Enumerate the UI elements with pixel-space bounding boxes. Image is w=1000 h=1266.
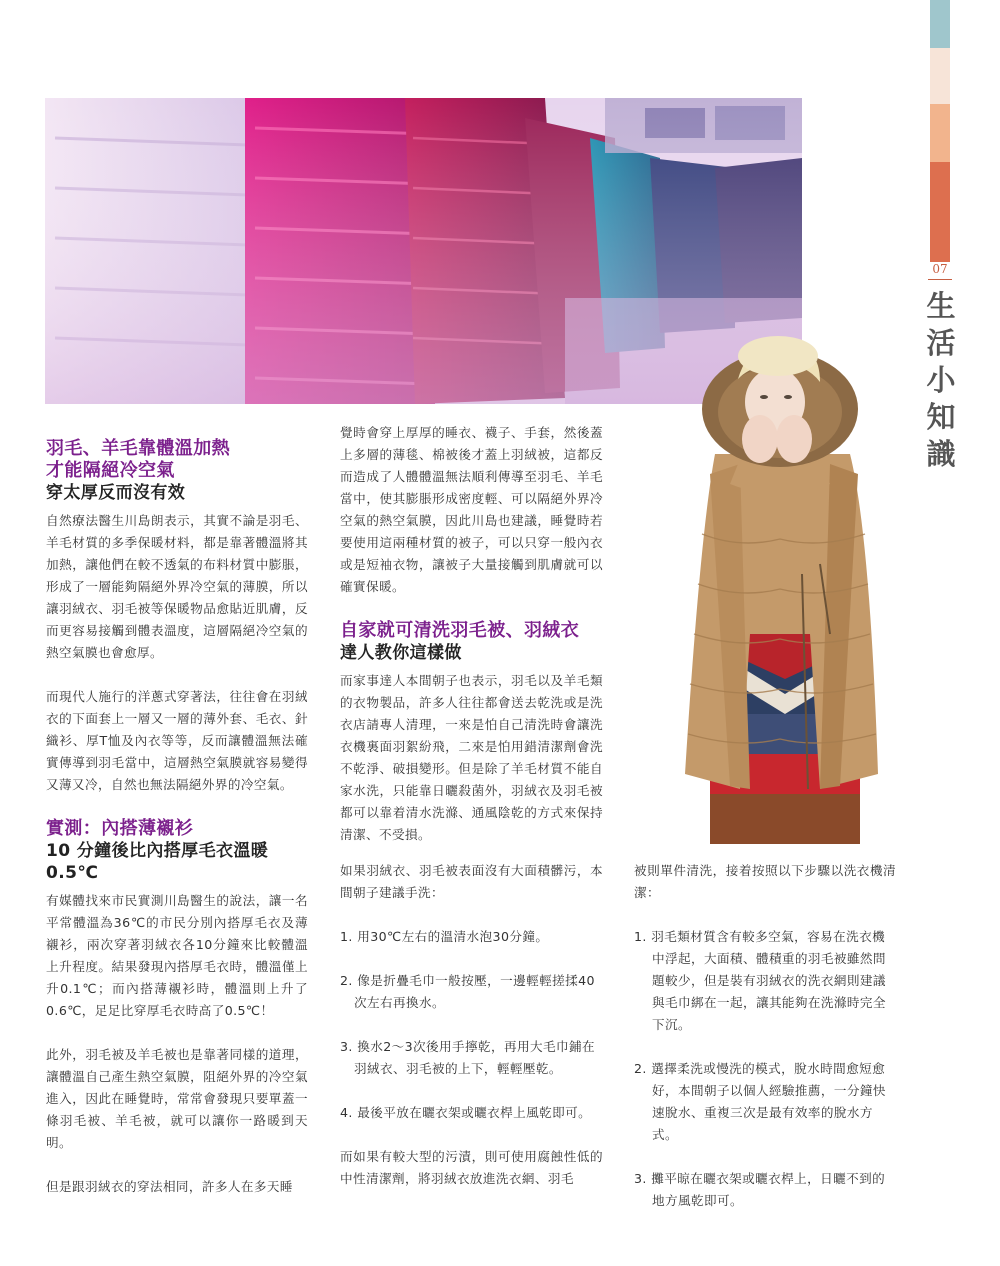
article-column-2-lower bbox=[340, 860, 603, 1212]
section3-heading bbox=[340, 620, 603, 664]
article-column-1 bbox=[46, 438, 308, 1220]
section3-subheading: 達人教你這樣做 bbox=[340, 643, 462, 663]
page-number: 07 bbox=[932, 262, 948, 276]
edge-tab-pink bbox=[930, 48, 950, 104]
handwash-step: 1. 用30℃左右的溫清水泡30分鐘。 bbox=[340, 929, 549, 944]
section1-paragraph-2: 而現代人施行的洋蔥式穿著法，往往會在羽絨衣的下面套上一層又一層的薄外套、毛衣、針織衫、厚T恤及內衣等等，反而讓體溫無法確實傳導到羽毛當中，這層熱空氣膜就容易變得又薄又冷，自然也無法隔絕外界的冷空氣。 bbox=[46, 689, 308, 792]
edge-tab-orange bbox=[930, 104, 950, 162]
article-column-2 bbox=[340, 422, 603, 868]
section2-heading-line1: 實測：內搭薄襯衫 bbox=[46, 818, 194, 839]
machinewash-step: 3. 攤平晾在曬衣架或曬衣桿上，日曬不到的地方風乾即可。 bbox=[634, 1171, 886, 1208]
column2-paragraph-bottom: 而如果有較大型的污漬，則可使用腐蝕性低的中性清潔劑，將羽絨衣放進洗衣網、羽毛 bbox=[340, 1149, 603, 1186]
section-title-char: 小 bbox=[926, 363, 956, 397]
section3-paragraph-1: 而家事達人本間朝子也表示，羽毛以及羊毛類的衣物製品，許多人往往都會送去乾洗或是洗衣店請專人清理，一來是怕自己清洗時會讓洗衣機裏面羽絮紛飛，二來是怕用錯清潔劑會洗不乾淨、破損變形。但是除了羊毛材質不能自家水洗，只能靠日曬殺菌外，羽絨衣及羽毛被都可以靠着清水洗滌、通風陰乾的方式來保持清潔、不受損。 bbox=[340, 673, 603, 842]
section2-paragraph-2: 此外，羽毛被及羊毛被也是靠著同樣的道理，讓體溫自己產生熱空氣膜，阻絕外界的冷空氣進入，因此在睡覺時，常常會發現只要單蓋一條羽毛被、羊毛被，就可以讓你一路暖到天明。 bbox=[46, 1047, 308, 1150]
woman-in-parka-illustration bbox=[680, 334, 888, 844]
section2-paragraph-1: 有媒體找來市民實測川島醫生的說法，讓一名平常體溫為36℃的市民分別內搭厚毛衣及薄襯衫，兩次穿著羽絨衣各10分鐘來比較體溫上升程度。結果發現內搭厚毛衣時，體溫僅上升0.1℃；而內搭薄襯衫時，體溫則上升了0.6℃，足足比穿厚毛衣時高了0.5℃！ bbox=[46, 893, 308, 1018]
handwash-step: 3. 換水2～3次後用手擰乾，再用大毛巾鋪在羽絨衣、羽毛被的上下，輕輕壓乾。 bbox=[340, 1039, 595, 1076]
edge-tab-blue bbox=[930, 0, 950, 48]
handwash-step: 2. 像是折疊毛巾一般按壓，一邊輕輕搓揉40次左右再換水。 bbox=[340, 973, 595, 1010]
handwash-step: 4. 最後平放在曬衣架或曬衣桿上風乾即可。 bbox=[340, 1105, 592, 1120]
machinewash-step: 2. 選擇柔洗或慢洗的模式，脫水時間愈短愈好，本間朝子以個人經驗推薦，一分鐘快速脫水、重複三次是最有效率的脫水方式。 bbox=[634, 1061, 886, 1142]
section1-paragraph-1: 自然療法醫生川島朗表示，其實不論是羽毛、羊毛材質的多季保暖材料，都是靠著體溫將其加熱，讓他們在較不透氣的布料材質中膨脹，形成了一層能夠隔絕外界冷空氣的薄膜，所以讓羽絨衣、羽毛被等保暖物品愈貼近肌膚，反而更容易接觸到體表溫度，這層隔絕冷空氣的熱空氣膜也會愈厚。 bbox=[46, 513, 308, 660]
section1-heading bbox=[46, 438, 308, 504]
handwash-intro: 如果羽絨衣、羽毛被表面沒有大面積髒污，本間朝子建議手洗： bbox=[340, 863, 603, 900]
section-title bbox=[926, 288, 956, 473]
page-number-rule bbox=[928, 279, 952, 280]
machinewash-step: 1. 羽毛類材質含有較多空氣，容易在洗衣機中浮起，大面積、體積重的羽毛被雖然問題較少，但是裝有羽絨衣的洗衣網則建議與毛巾綁在一起，讓其能夠在洗滌時完全下沉。 bbox=[634, 929, 886, 1032]
section-title-char: 知 bbox=[926, 400, 956, 434]
section1-subheading: 穿太厚反而沒有效 bbox=[46, 483, 186, 503]
section1-heading-line2: 才能隔絕冷空氣 bbox=[46, 460, 175, 481]
section-title-char: 生 bbox=[926, 289, 956, 323]
section2-subheading: 10 分鐘後比內搭厚毛衣溫暖 0.5℃ bbox=[46, 841, 269, 883]
section-title-char: 識 bbox=[926, 437, 956, 471]
article-column-3 bbox=[634, 860, 896, 1234]
section2-heading bbox=[46, 818, 308, 884]
section1-heading-line1: 羽毛、羊毛靠體溫加熱 bbox=[46, 438, 230, 459]
edge-tab-red bbox=[930, 162, 950, 262]
section3-heading-line1: 自家就可清洗羽毛被、羽絨衣 bbox=[340, 620, 580, 641]
section-title-char: 活 bbox=[926, 326, 956, 360]
column2-paragraph-top: 覺時會穿上厚厚的睡衣、襪子、手套，然後蓋上多層的薄毯、棉被後才蓋上羽絨被，這都反而造成了人體體溫無法順利傳導至羽毛、羊毛當中，使其膨脹形成密度輕、可以隔絕外界冷空氣的熱空氣膜，因此川島也建議，睡覺時若要使用這兩種材質的被子，可以只穿一般內衣或是短袖衣物，讓被子大量接觸到肌膚就可以確實保暖。 bbox=[340, 425, 603, 594]
photo-woman-in-parka bbox=[680, 334, 888, 844]
machinewash-intro: 被則單件清洗，接着按照以下步驟以洗衣機清潔： bbox=[634, 863, 896, 900]
section2-paragraph-3: 但是跟羽絨衣的穿法相同，許多人在多天睡 bbox=[46, 1179, 293, 1194]
